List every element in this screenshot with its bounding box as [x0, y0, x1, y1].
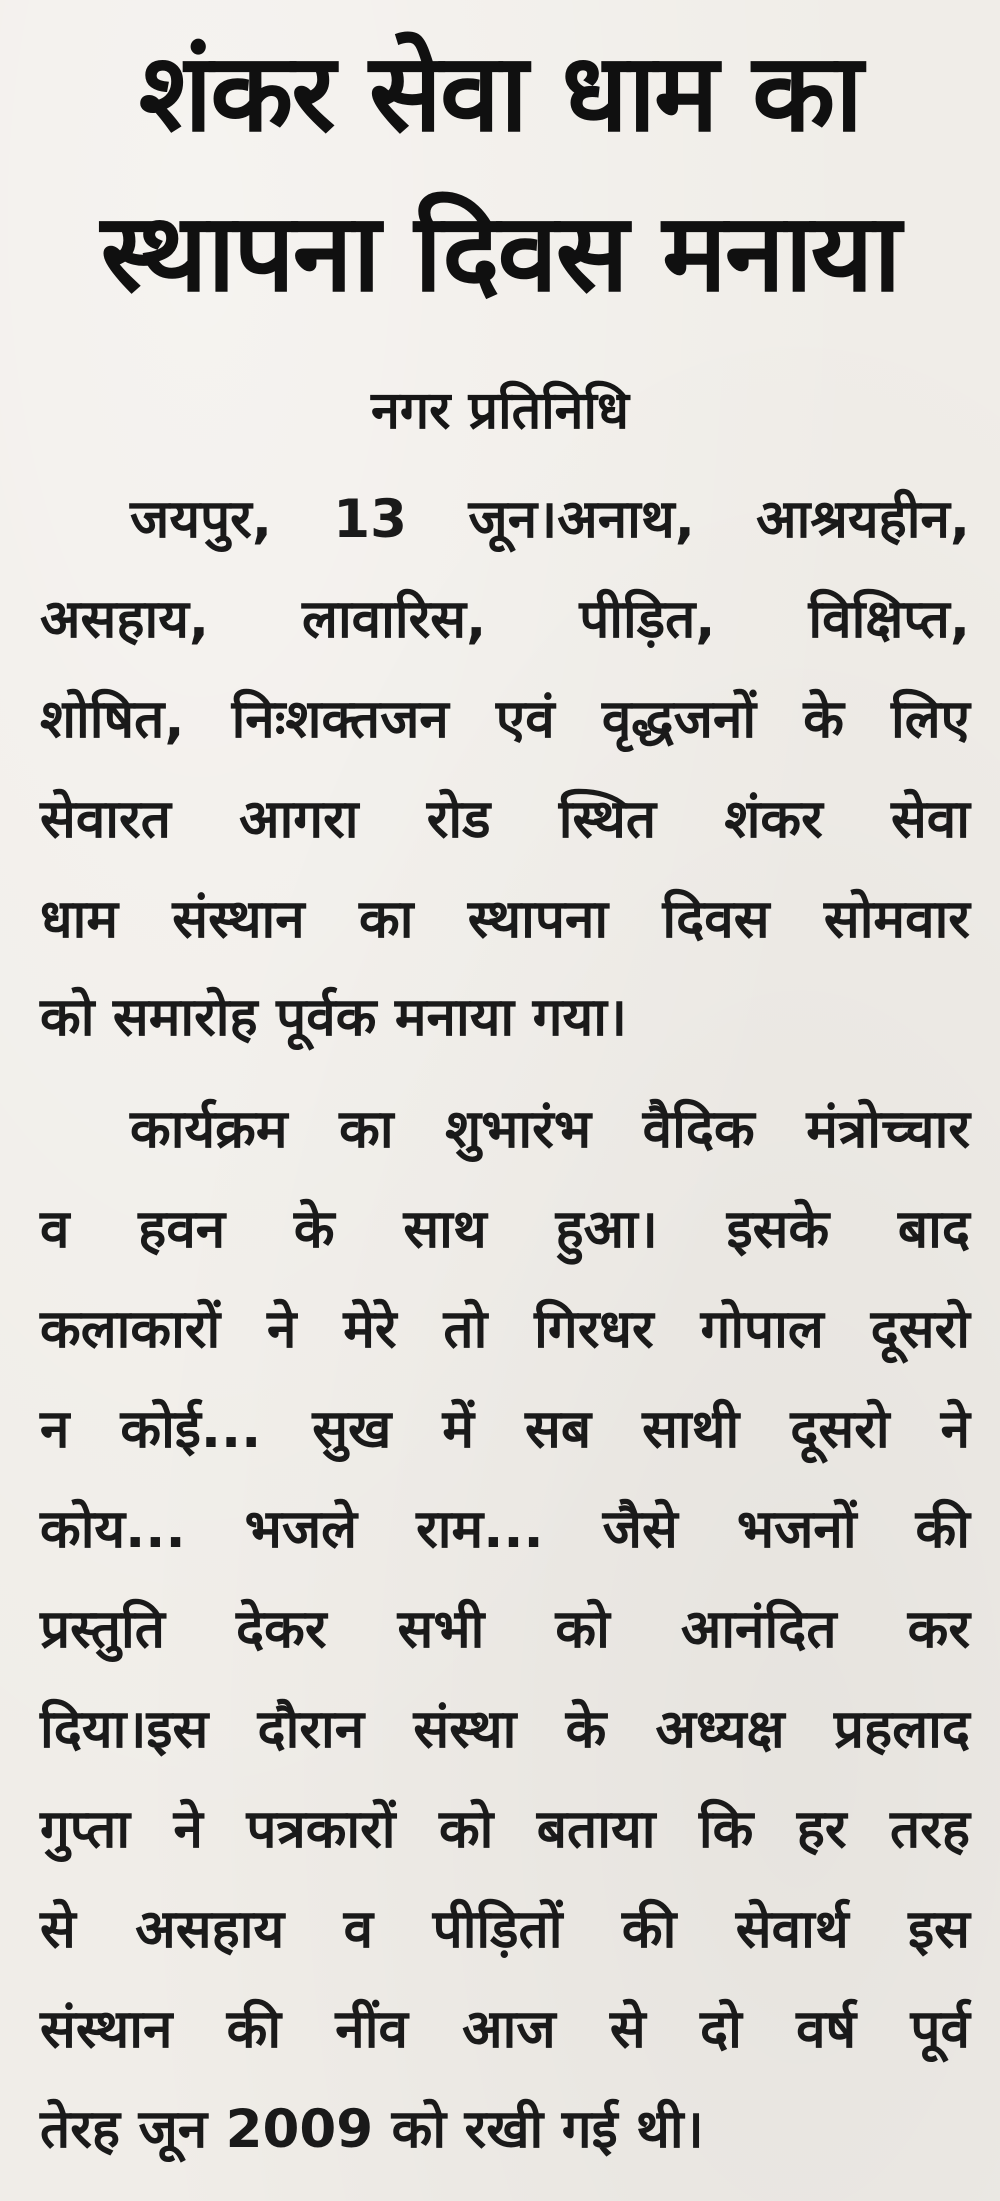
paragraph-2-line: कार्यक्रम का शुभारंभ वैदिक मंत्रोच्चार	[130, 1099, 970, 1160]
paragraph-1-line: असहाय, लावारिस, पीड़ित, विक्षिप्त,	[40, 589, 970, 650]
paragraph-2-line: से असहाय व पीड़ितों की सेवार्थ इस	[40, 1899, 970, 1960]
paragraph-1-line: धाम संस्थान का स्थापना दिवस सोमवार	[40, 889, 970, 950]
paragraph-1-line: सेवारत आगरा रोड स्थित शंकर सेवा	[40, 789, 970, 850]
headline-line-1: शंकर सेवा धाम का	[138, 31, 862, 156]
paragraph-2-line: संस्थान की नींव आज से दो वर्ष पूर्व	[40, 1999, 970, 2060]
byline: नगर प्रतिनिधि	[371, 381, 629, 441]
paragraph-2-line: प्रस्तुति देकर सभी को आनंदित कर	[40, 1599, 970, 1660]
paragraph-2-line: कलाकारों ने मेरे तो गिरधर गोपाल दूसरो	[40, 1299, 970, 1360]
paragraph-1-line: को समारोह पूर्वक मनाया गया।	[40, 987, 628, 1048]
paragraph-2-line: व हवन के साथ हुआ। इसके बाद	[40, 1199, 970, 1260]
paragraph-2-line: दिया।इस दौरान संस्था के अध्यक्ष प्रहलाद	[40, 1699, 970, 1760]
paragraph-2-line: कोय... भजले राम... जैसे भजनों की	[40, 1499, 970, 1560]
paragraph-1-line: जयपुर, 13 जून।अनाथ, आश्रयहीन,	[130, 489, 970, 550]
paragraph-1-line: शोषित, निःशक्तजन एवं वृद्धजनों के लिए	[40, 689, 970, 750]
paragraph-2-line: गुप्ता ने पत्रकारों को बताया कि हर तरह	[40, 1799, 970, 1860]
headline-line-2: स्थापना दिवस मनाया	[100, 191, 900, 316]
paragraph-2-line: तेरह जून 2009 को रखी गई थी।	[40, 2099, 704, 2160]
paragraph-2-line: न कोई... सुख में सब साथी दूसरो ने	[40, 1399, 970, 1460]
